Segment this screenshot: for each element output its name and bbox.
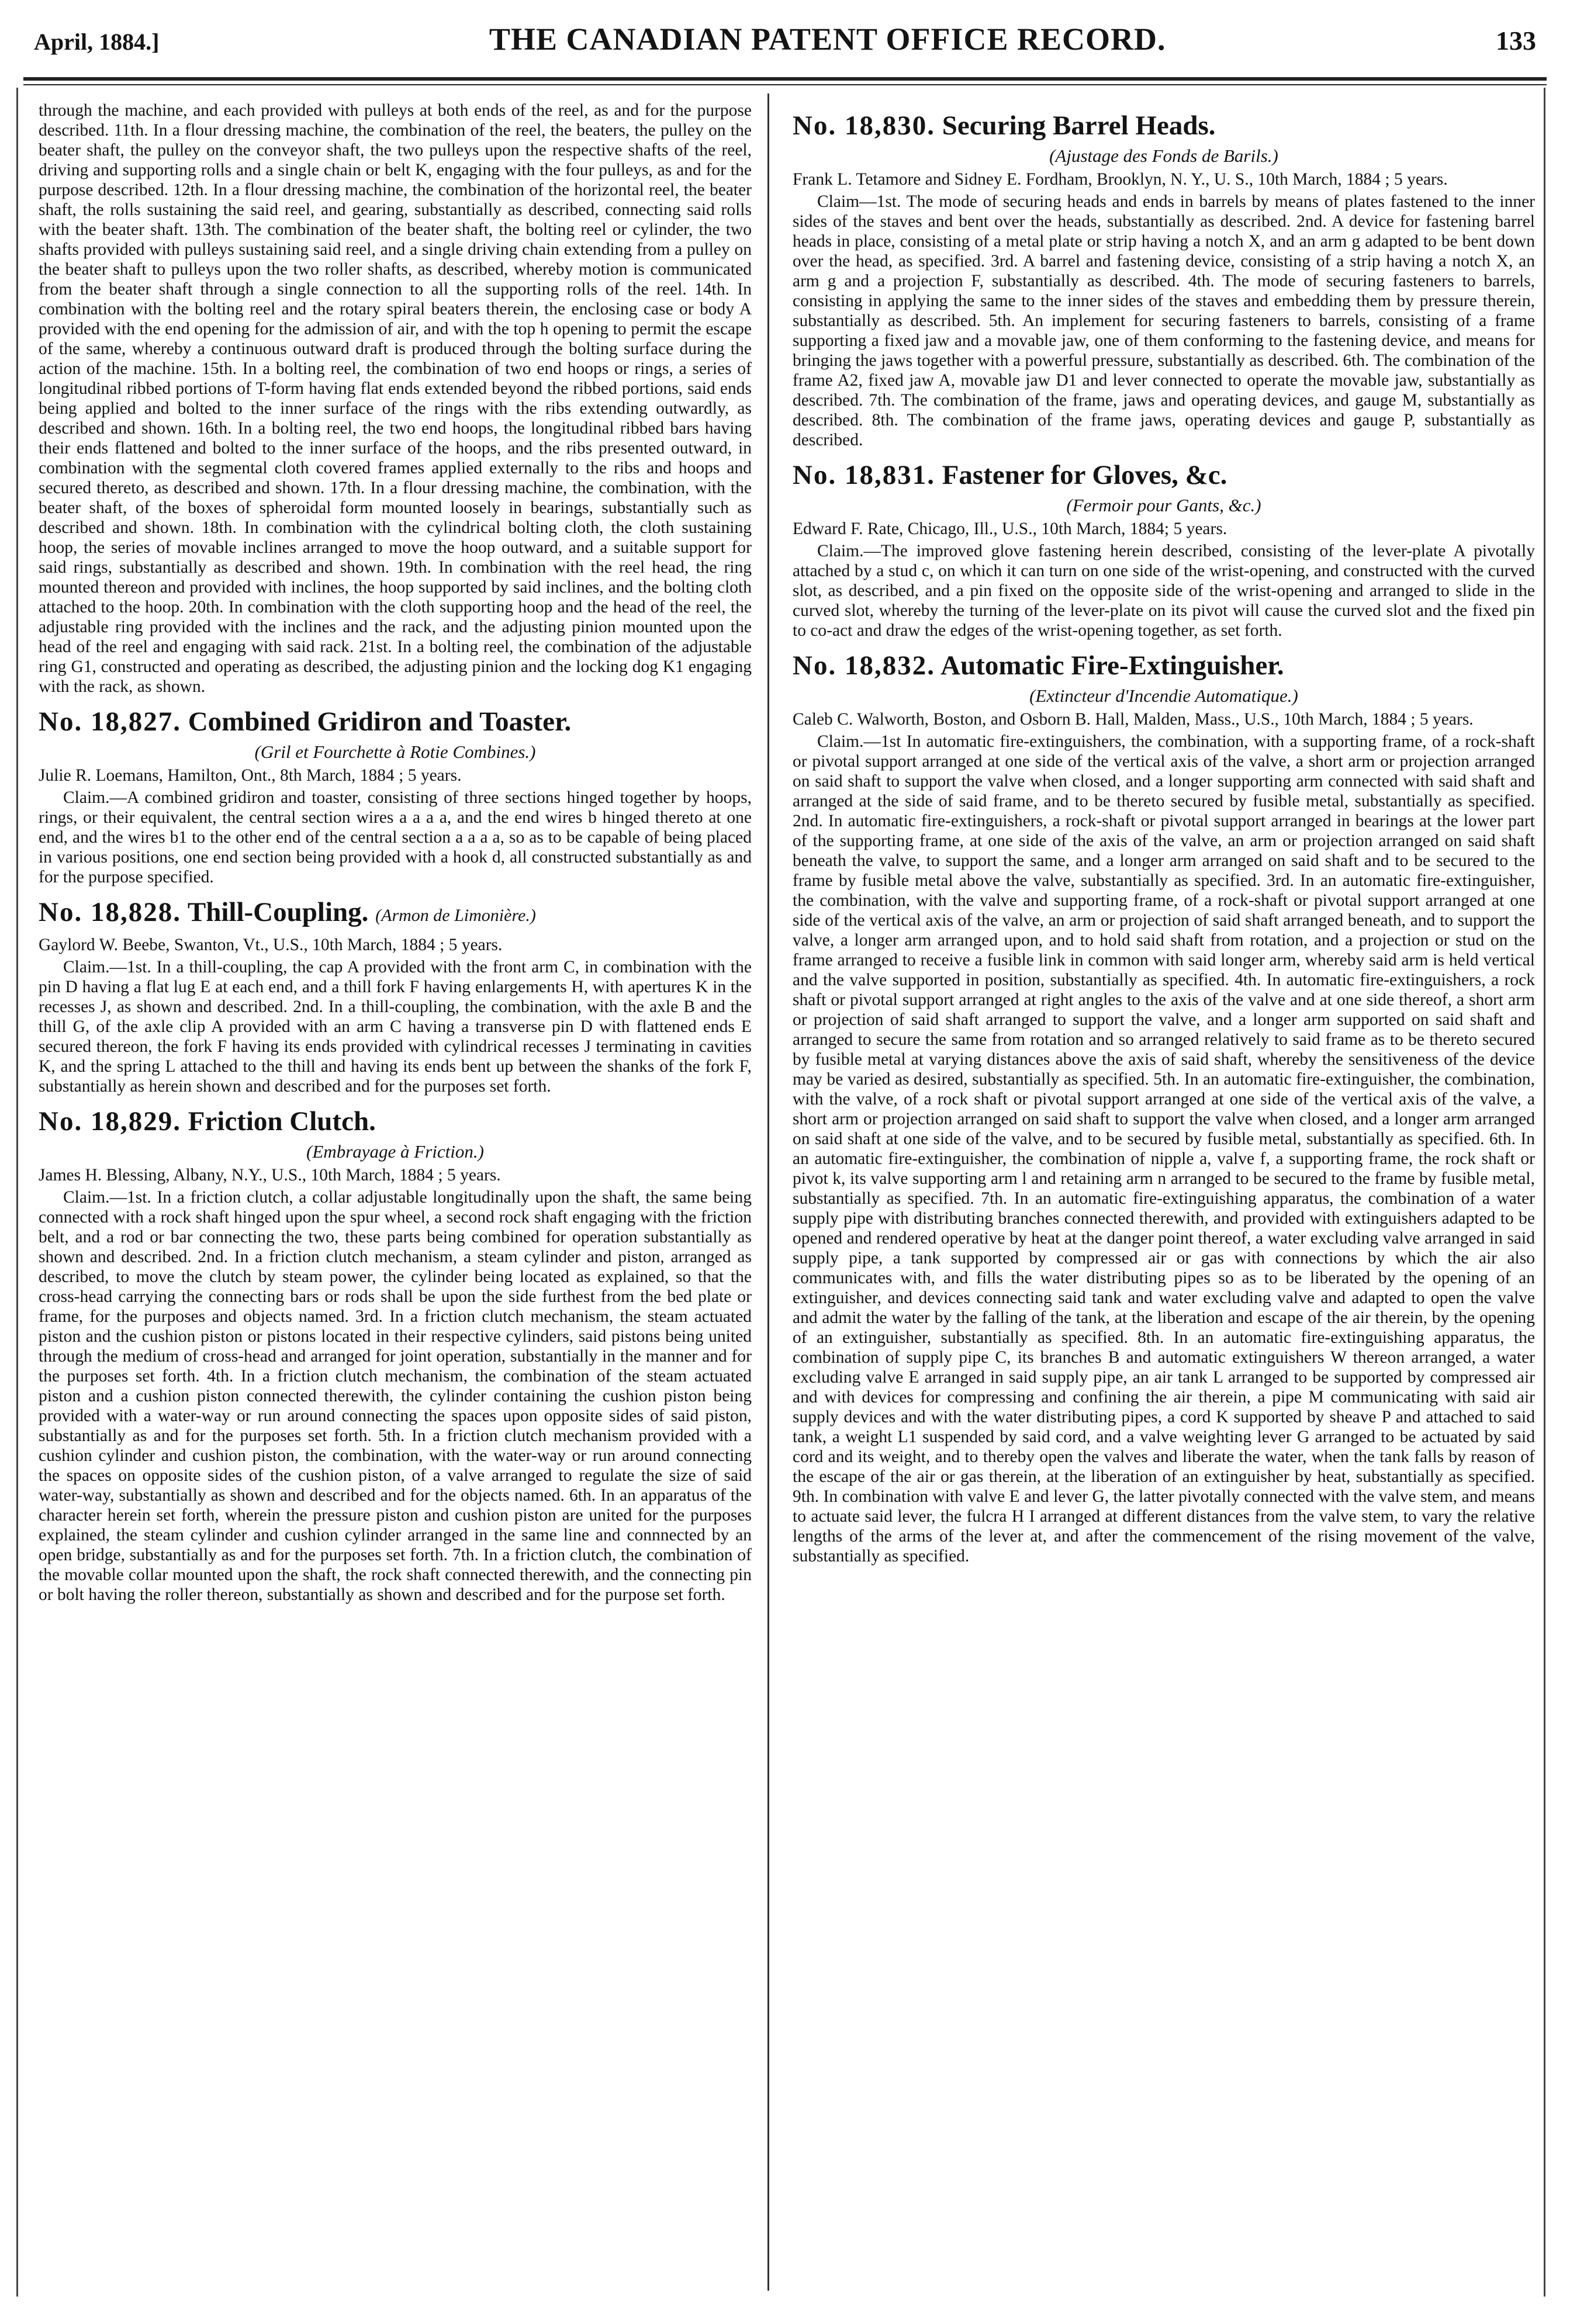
french-title: (Fermoir pour Gants, &c.) xyxy=(1066,495,1261,515)
patent-number: No. 18,832. xyxy=(793,650,935,681)
french-title: (Gril et Fourchette à Rotie Combines.) xyxy=(254,742,536,762)
right-column xyxy=(793,101,1535,2289)
patentee-line: Edward F. Rate, Chicago, Ill., U.S., 10th March, 1884; 5 years. xyxy=(793,519,1227,538)
patent-title: Combined Gridiron and Toaster. xyxy=(188,706,572,737)
patent-number: No. 18,831. xyxy=(793,460,935,490)
claim-text: Claim—1st. The mode of securing heads and ends in barrels by means of plates fastened to the inner sides of the staves and bent over the heads, substantially as described. 2nd. A device for fastening barrel heads in place, consisting of a metal plate or strip having a notch X, and an arm g adapted to be bent down over the head, as specified. 3rd. A barrel and fastening device, consisting of a strip having a notch X, an arm g and a projection F, substantially as described. 4th. The mode of securing fasteners to barrels, consisting in applying the same to the inner sides of the staves and embedding them by pressure therein, substantially as described. 5th. An implement for securing fasteners to barrels, consisting of a frame supporting a fixed jaw and a movable jaw, one of them conforming to the fastening device, and means for bringing the jaws together with a powerful pressure, substantially as described. 6th. The combination of the frame A2, fixed jaw A, movable jaw D1 and lever connected to operate the movable jaw, substantially as described. 7th. The combination of the frame, jaws and operating devices, and gauge M, substantially as described. 8th. The combination of the frame jaws, operating devices and gauge P, substantially as described. xyxy=(793,192,1535,449)
patent-number: No. 18,827. xyxy=(39,706,181,737)
patent-entry-18827 xyxy=(39,705,752,887)
claim-text: Claim.—A combined gridiron and toaster, consisting of three sections hinged together by hoops, rings, or their equivalent, the central section wires a a a a, and the end wires b hinged thereto at one end, and the wires b1 to the other end of the central section a a a a, so as to be capable of being placed in various positions, one end section being provided with a hook d, all constructed substantially as and for the purpose specified. xyxy=(39,788,752,886)
entry-heading xyxy=(39,705,752,739)
patent-title: Friction Clutch. xyxy=(188,1106,376,1137)
patentee-line: James H. Blessing, Albany, N.Y., U.S., 10th March, 1884 ; 5 years. xyxy=(39,1166,501,1184)
claim-text: Claim.—1st. In a friction clutch, a collar adjustable longitudinally upon the shaft, the same being connected with a rock shaft hinged upon the spur wheel, a second rock shaft engaging with the friction belt, and a rod or bar connecting the two, these parts being combined for operation substantially as shown and described. 2nd. In a friction clutch mechanism, a steam cylinder and piston, arranged as described, to move the clutch by steam power, the cylinder being located as explained, so that the cross-head carrying the connecting bars or rods shall be upon the side furthest from the bed plate or frame, for the purposes and objects named. 3rd. In a friction clutch mechanism, the steam actuated piston and the cushion piston or pistons located in their respective cylinders, said pistons being united through the medium of cross-head and arranged for joint operation, substantially in the manner and for the purposes set forth. 4th. In a friction clutch mechanism, the combination of the steam actuated piston and a cushion piston connected therewith, the cylinder containing the cushion piston being provided with a water-way or run around connecting the spaces upon opposite sides of said piston, substantially as and for the purposes set forth. 5th. In a friction clutch mechanism provided with a cushion cylinder and cushion piston, the combination, with the water-way or run around connecting the spaces on opposite sides of the cushion piston, of a valve arranged to regulate the size of said water-way, substantially as shown and described and for the objects named. 6th. In an apparatus of the character herein set forth, wherein the pressure piston and cushion piston are united for the purposes explained, the steam cylinder and cushion cylinder arranged in the same line and connnected by an open bridge, substantially as and for the purposes set forth. 7th. In a friction clutch, the combination of the movable collar mounted upon the shaft, the rock shaft connected therewith, and the connecting pin or bolt having the roller thereon, substantially as shown and described and for the purpose set forth. xyxy=(39,1188,752,1604)
french-title: (Extincteur d'Incendie Automatique.) xyxy=(1029,685,1298,706)
patent-title: Securing Barrel Heads. xyxy=(942,110,1216,141)
patent-number: No. 18,829. xyxy=(39,1106,181,1137)
continued-claims-text: through the machine, and each provided with pulleys at both ends of the reel, as and for the purpose described. 11th. In a flour dressing machine, the combination of the reel, the beaters, the pulley on the beater shaft, the pulley on the conveyor shaft, the two pulleys upon the respective shafts of the reel, driving and supporting rolls and a single chain or belt K, engaging with the four pulleys, as and for the purpose described. 12th. In a flour dressing machine, the combination of the horizontal reel, the beater shaft, the rolls sustaining the said reel, and gearing, substantially as described, connecting said rolls with the beater shaft. 13th. The combination of the beater shaft, the bolting reel or cylinder, the two shafts provided with pulleys sustaining said reel, and a single driving chain extending from a pulley on the beater shaft to pulleys upon the two roller shafts, as described, whereby motion is communicated from the beater shaft through a single connection to all the supporting rolls of the reel. 14th. In combination with the bolting reel and the rotary spiral beaters therein, the enclosing case or body A provided with the end opening for the admission of air, and with the top h opening to permit the escape of the same, whereby a continuous outward draft is produced through the bolting surface during the action of the machine. 15th. In a bolting reel, the combination of two end hoops or rings, a series of longitudinal ribbed portions of T-form having flat ends extended beyond the ribbed portions, said ends being applied and bolted to the inner surface of the rings with the ribs extending outwardly, as described and shown. 16th. In a bolting reel, the two end hoops, the longitudinal ribbed bars having their ends flattened and bolted to the inner surface of the hoops, and the ribs presented outward, in combination with the segmental cloth covered frames applied externally to the ribs and hoops and secured thereto, as described and shown. 17th. In a flour dressing machine, the combination, with the beater shaft, of the boxes of spheroidal form mounted loosely in bearings, substantially such as described and shown. 18th. In combination with the cylindrical bolting cloth, the cloth sustaining hoop, the series of movable inclines arranged to move the hoop outward, and a suitable support for said rings, substantially as described and shown. 19th. In combination with the reel head, the ring mounted thereon and provided with inclines, the hoop supported by said inclines, and the bolting cloth attached to the hoop. 20th. In combination with the cloth supporting hoop and the head of the reel, the adjustable ring provided with the inclines and the rack, and the adjusting pinion mounted upon the head of the reel and engaging with said rack. 21st. In a bolting reel, the combination of the adjustable ring G1, constructed and operating as described, the adjusting pinion and the locking dog K1 engaging with the rack, as shown. xyxy=(39,101,752,696)
left-border-rule xyxy=(16,88,18,2297)
patent-entry-18829 xyxy=(39,1104,752,1605)
patent-entry-18832 xyxy=(793,649,1535,1566)
right-border-rule xyxy=(1544,88,1545,2297)
publication-title: THE CANADIAN PATENT OFFICE RECORD. xyxy=(489,22,1166,57)
patent-title: Automatic Fire-Extinguisher. xyxy=(940,650,1284,681)
patentee-line: Frank L. Tetamore and Sidney E. Fordham, Brooklyn, N. Y., U. S., 10th March, 1884 ; 5 years. xyxy=(793,170,1448,189)
entry-heading xyxy=(39,1104,752,1138)
french-title: (Ajustage des Fonds de Barils.) xyxy=(1049,146,1278,166)
header-rule xyxy=(23,77,1547,81)
left-column xyxy=(39,101,752,2289)
patent-number: No. 18,830. xyxy=(793,110,935,141)
entry-heading xyxy=(793,649,1535,683)
entry-heading xyxy=(39,895,752,933)
claim-text: Claim.—1st. In a thill-coupling, the cap A provided with the front arm C, in combination with the pin D having a flat lug E at each end, and a thill fork F having enlargements H, with apertures K in the recesses J, as shown and described. 2nd. In a thill-coupling, the combination, with the axle B and the thill G, of the axle clip A provided with an arm C having a transverse pin D with flattened ends E secured thereon, the fork F having its ends provided with cylindrical recesses J terminating in cavities K, and the spring L attached to the thill and having its ends bent up between the shanks of the fork F, substantially as herein shown and described and for the purposes set forth. xyxy=(39,958,752,1096)
running-head xyxy=(34,21,1536,63)
patent-entry-18830 xyxy=(793,109,1535,450)
patent-title: Fastener for Gloves, &c. xyxy=(942,460,1227,490)
patentee-line: Gaylord W. Beebe, Swanton, Vt., U.S., 10th March, 1884 ; 5 years. xyxy=(39,936,503,954)
claim-text: Claim.—The improved glove fastening herein described, consisting of the lever-plate A pivotally attached by a stud c, on which it can turn on one side of the wrist-opening, and constructed with the curved slot, as described, and a pin fixed on the opposite side of the wrist-opening and arranged to slide in the curved slot, whereby the turning of the lever-plate on its pivot will cause the curved slot and the fixed pin to co-act and draw the edges of the wrist-opening together, as set forth. xyxy=(793,542,1535,640)
patent-number: No. 18,828. xyxy=(39,897,181,927)
entry-heading xyxy=(793,458,1535,492)
header-rule-thin xyxy=(23,84,1547,85)
patentee-line: Julie R. Loemans, Hamilton, Ont., 8th March, 1884 ; 5 years. xyxy=(39,766,462,785)
patentee-line: Caleb C. Walworth, Boston, and Osborn B. Hall, Malden, Mass., U.S., 10th March, 1884 ; 5 years. xyxy=(793,710,1474,729)
column-divider xyxy=(767,93,769,2291)
patent-title: Thill-Coupling. xyxy=(187,897,369,927)
patent-entry-18828 xyxy=(39,895,752,1096)
claim-text: Claim.—1st In automatic fire-extinguishers, the combination, with a supporting frame, of a rock-shaft or pivotal support arranged at one side of the vertical axis of the valve, a short arm or projection arranged on said shaft to support the valve when closed, and a longer supporting arm connected with said shaft and arranged at the side of said frame, and to be thereto secured by fusible metal, substantially as specified. 2nd. In automatic fire-extinguishers, a rock-shaft or pivotal support arranged in bearings at the lower part of the supporting frame, at one side of the axis of the valve, an arm or projection arranged on said shaft beneath the valve, to support the same, and a longer arm arranged on said shaft and to be secured to the frame by fusible metal above the valve, substantially as specified. 3rd. In an automatic fire-extinguisher, the combination, with the valve and supporting frame, of a rock-shaft or pivotal support arranged at one side of the vertical axis of the valve, an arm or projection of said shaft arranged beneath, and to support the valve, a longer arm arranged upon, and to hold said shaft from rotation, and a projection or stud on the frame arranged to receive a fusible link in common with said longer arm, whereby said arm is held vertical and the valve supported in position, substantially as specified. 4th. In automatic fire-extinguishers, a rock shaft or pivotal support arranged at right angles to the axis of the valve and at one side thereof, a short arm or projection of said shaft arranged to support the valve, and a longer arm supported on said shaft and arranged to secure the same from rotation and so arranged relatively to said frame as to be thereto secured by fusible metal at varying distances above the axis of said shaft, whereby the sensitiveness of the device may be varied as desired, substantially as specified. 5th. In an automatic fire-extinguisher, the combination, with the valve, of a rock shaft or pivotal support arranged at one side of the vertical axis of the valve, a short arm or projection arranged on said shaft to support the valve when closed, and a longer arm arranged on said shaft at one side of the valve, and to be secured by fusible metal, substantially as specified. 6th. In an automatic fire-extinguisher, the combination of nipple a, valve f, a supporting frame, the rock shaft or pivot k, its valve supporting arm l and retaining arm n arranged to be secured to the frame by fusible metal, substantially as specified. 7th. In an automatic fire-extinguishing apparatus, the combination of a water supply pipe with distributing branches connected therewith, and provided with extinguishers adapted to be opened and rendered operative by heat at the danger point thereof, a water excluding valve arranged in said supply pipe, a tank supported by compressed air or gas with connections by which the air also communicates with, and fills the water distributing pipes so as to be liberated by the opening of an extinguisher, and devices connecting said tank and water excluding valve and adapted to open the valve and admit the water by the falling of the tank, at the liberation and escape of the air therein, by the opening of an extinguisher, substantially as specified. 8th. In an automatic fire-extinguishing apparatus, the combination of supply pipe C, its branches B and automatic extinguishers W thereon arranged, a water excluding valve E arranged in said supply pipe, an air tank L arranged to be supported by compressed air and with devices for compressing and confining the air therein, a pipe M communicating with said air supply devices and with the water distributing pipes, a cord K supported by sheave P and attached to said tank, a weight L1 suspended by said cord, and a valve weighting lever G arranged to be actuated by said cord and its weight, and to thereby open the valves and liberate the water, when the tank falls by reason of the escape of the air or gas therein, at the liberation of an extinguisher by heat, substantially as specified. 9th. In combination with valve E and lever G, the latter pivotally connected with the valve stem, and means to actuate said lever, the fulcra H I arranged at different distances from the valve stem, to vary the relative lengths of the arms of the lever at, and after the commencement of the rising movement of the valve, substantially as specified. xyxy=(793,732,1535,1566)
entry-heading xyxy=(793,109,1535,143)
french-title: (Embrayage à Friction.) xyxy=(306,1141,484,1162)
french-title: (Armon de Limonière.) xyxy=(375,906,536,925)
patent-entry-18831 xyxy=(793,458,1535,640)
issue-date: April, 1884.] xyxy=(34,29,160,55)
page-number: 133 xyxy=(1496,26,1536,56)
